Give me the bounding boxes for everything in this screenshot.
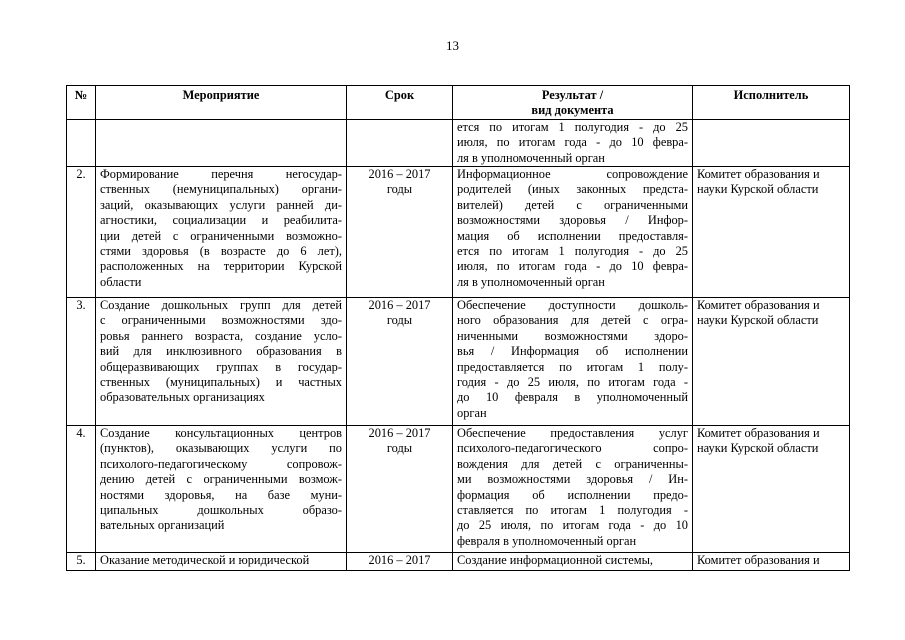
activity-cell-line: ностями здоровья, на базе муни- bbox=[100, 487, 342, 502]
result-cell-line: предоставляется по итогам 1 полу- bbox=[457, 359, 688, 374]
activity-cell bbox=[96, 167, 347, 298]
term-cell-line: 2016 – 2017 bbox=[368, 553, 431, 568]
result-cell-line: вождения для детей с ограниченны- bbox=[457, 456, 688, 471]
header-num: № bbox=[67, 86, 96, 120]
table-row bbox=[67, 119, 850, 166]
executor-cell bbox=[693, 119, 850, 166]
activity-cell bbox=[96, 553, 347, 571]
result-cell-line: ется по итогам 1 полугодия - до 25 bbox=[457, 119, 688, 134]
executor-cell-line: Комитет образования и bbox=[697, 167, 820, 182]
result-cell-line: Создание информационной системы, bbox=[457, 553, 653, 568]
result-cell-line: возможностями здоровья / Инфор- bbox=[457, 213, 688, 228]
result-cell-line: до 25 июля, по итогам года - до 10 bbox=[457, 518, 688, 533]
header-result bbox=[453, 86, 693, 120]
activity-cell bbox=[96, 426, 347, 553]
executor-cell-line: науки Курской области bbox=[697, 182, 819, 197]
header-result-line1: Результат / bbox=[541, 88, 604, 102]
result-cell-line: июля, по итогам года - до 10 февра- bbox=[457, 259, 688, 274]
activity-cell-line: вательных организаций bbox=[100, 518, 225, 533]
activity-cell bbox=[96, 298, 347, 426]
result-cell bbox=[453, 426, 693, 553]
result-cell-line: психолого-педагогического сопро- bbox=[457, 441, 688, 456]
result-cell-line: ниченными возможностями здоро- bbox=[457, 328, 688, 343]
result-cell-line: вья / Информация об исполнении bbox=[457, 344, 688, 359]
executor-cell bbox=[693, 298, 850, 426]
header-activity: Мероприятие bbox=[96, 86, 347, 120]
table-row bbox=[67, 553, 850, 571]
table-header-row bbox=[67, 86, 850, 120]
term-cell-line: годы bbox=[386, 441, 413, 456]
result-cell-line: ля в уполномоченный орган bbox=[457, 274, 605, 289]
result-cell-line: вителей) детей с ограниченными bbox=[457, 197, 688, 212]
term-cell bbox=[347, 553, 453, 571]
activity-cell-line: ственных (немуниципальных) органи- bbox=[100, 182, 342, 197]
executor-cell bbox=[693, 167, 850, 298]
result-cell-line: ставляется по итогам 1 полугодия - bbox=[457, 503, 688, 518]
activity-cell-line: с ограниченными возможностями здо- bbox=[100, 313, 342, 328]
term-cell-line: 2016 – 2017 bbox=[368, 167, 431, 182]
term-cell-line: 2016 – 2017 bbox=[368, 298, 431, 313]
term-cell-line: годы bbox=[386, 182, 413, 197]
activity-cell-line: Создание дошкольных групп для детей bbox=[100, 298, 342, 313]
activity-cell-line: заций, оказывающих услуги ранней ди- bbox=[100, 197, 342, 212]
activity-cell-line: вий для инклюзивного образования в bbox=[100, 344, 342, 359]
result-cell-line: июля, по итогам года - до 10 февра- bbox=[457, 135, 688, 150]
table-row bbox=[67, 426, 850, 553]
activity-cell-line: (пунктов), оказывающих услуги по bbox=[100, 441, 342, 456]
result-cell-line: ми возможностями здоровья / Ин- bbox=[457, 472, 688, 487]
result-cell-line: ного образования для детей с огра- bbox=[457, 313, 688, 328]
result-cell-line: ля в уполномоченный орган bbox=[457, 150, 605, 165]
result-cell bbox=[453, 553, 693, 571]
executor-cell-line: Комитет образования и bbox=[697, 426, 820, 441]
result-cell-line: родителей (иных законных предста- bbox=[457, 182, 688, 197]
plan-table bbox=[66, 85, 850, 571]
activity-cell-line: области bbox=[100, 274, 142, 289]
activity-cell-line: Формирование перечня негосудар- bbox=[100, 167, 342, 182]
result-cell-line: годия - до 25 июля, по итогам года - bbox=[457, 375, 688, 390]
activity-cell-line: стями здоровья (в возрасте до 6 лет), bbox=[100, 244, 342, 259]
activity-cell bbox=[96, 119, 347, 166]
result-cell-line: Информационное сопровождение bbox=[457, 167, 688, 182]
row-num: 5. bbox=[67, 553, 96, 571]
row-num: 3. bbox=[67, 298, 96, 426]
term-cell bbox=[347, 119, 453, 166]
table-body bbox=[67, 119, 850, 570]
activity-cell-line: образовательных организациях bbox=[100, 390, 265, 405]
result-cell-line: Обеспечение доступности дошколь- bbox=[457, 298, 688, 313]
term-cell bbox=[347, 298, 453, 426]
activity-cell-line: ципальных дошкольных образо- bbox=[100, 503, 342, 518]
header-executor: Исполнитель bbox=[693, 86, 850, 120]
activity-cell-line: Оказание методической и юридической bbox=[100, 553, 310, 568]
result-cell-line: мация об исполнении предоставля- bbox=[457, 228, 688, 243]
activity-cell-line: агностики, социализации и реабилита- bbox=[100, 213, 342, 228]
result-cell-line: февраля в уполномоченный орган bbox=[457, 533, 637, 548]
executor-cell-line: науки Курской области bbox=[697, 441, 819, 456]
result-cell-line: Обеспечение предоставления услуг bbox=[457, 426, 688, 441]
term-cell bbox=[347, 167, 453, 298]
activity-cell-line: Создание консультационных центров bbox=[100, 426, 342, 441]
term-cell-line: 2016 – 2017 bbox=[368, 426, 431, 441]
activity-cell-line: психолого-педагогическому сопровож- bbox=[100, 456, 342, 471]
table-row bbox=[67, 298, 850, 426]
executor-cell-line: Комитет образования и bbox=[697, 298, 820, 313]
header-term: Срок bbox=[347, 86, 453, 120]
activity-cell-line: ровья раннего возраста, создание усло- bbox=[100, 328, 342, 343]
activity-cell-line: ции детей с ограниченными возможно- bbox=[100, 228, 342, 243]
result-cell-line: орган bbox=[457, 405, 487, 420]
activity-cell-line: ственных (муниципальных) и частных bbox=[100, 375, 342, 390]
result-cell-line: ется по итогам 1 полугодия - до 25 bbox=[457, 244, 688, 259]
executor-cell-line: науки Курской области bbox=[697, 313, 819, 328]
header-result-line2: вид документа bbox=[531, 103, 614, 118]
row-num bbox=[67, 119, 96, 166]
executor-cell bbox=[693, 426, 850, 553]
term-cell bbox=[347, 426, 453, 553]
term-cell-line: годы bbox=[386, 313, 413, 328]
executor-cell-line: Комитет образования и bbox=[697, 553, 820, 568]
result-cell bbox=[453, 119, 693, 166]
activity-cell-line: дению детей с ограниченными возмож- bbox=[100, 472, 342, 487]
result-cell-line: до 10 февраля в уполномоченный bbox=[457, 390, 688, 405]
row-num: 2. bbox=[67, 167, 96, 298]
row-num: 4. bbox=[67, 426, 96, 553]
executor-cell bbox=[693, 553, 850, 571]
result-cell bbox=[453, 167, 693, 298]
table-row bbox=[67, 167, 850, 298]
page-number: 13 bbox=[446, 38, 459, 53]
activity-cell-line: общеразвивающих группах в государ- bbox=[100, 359, 342, 374]
result-cell bbox=[453, 298, 693, 426]
result-cell-line: формация об исполнении предо- bbox=[457, 487, 688, 502]
activity-cell-line: расположенных на территории Курской bbox=[100, 259, 342, 274]
